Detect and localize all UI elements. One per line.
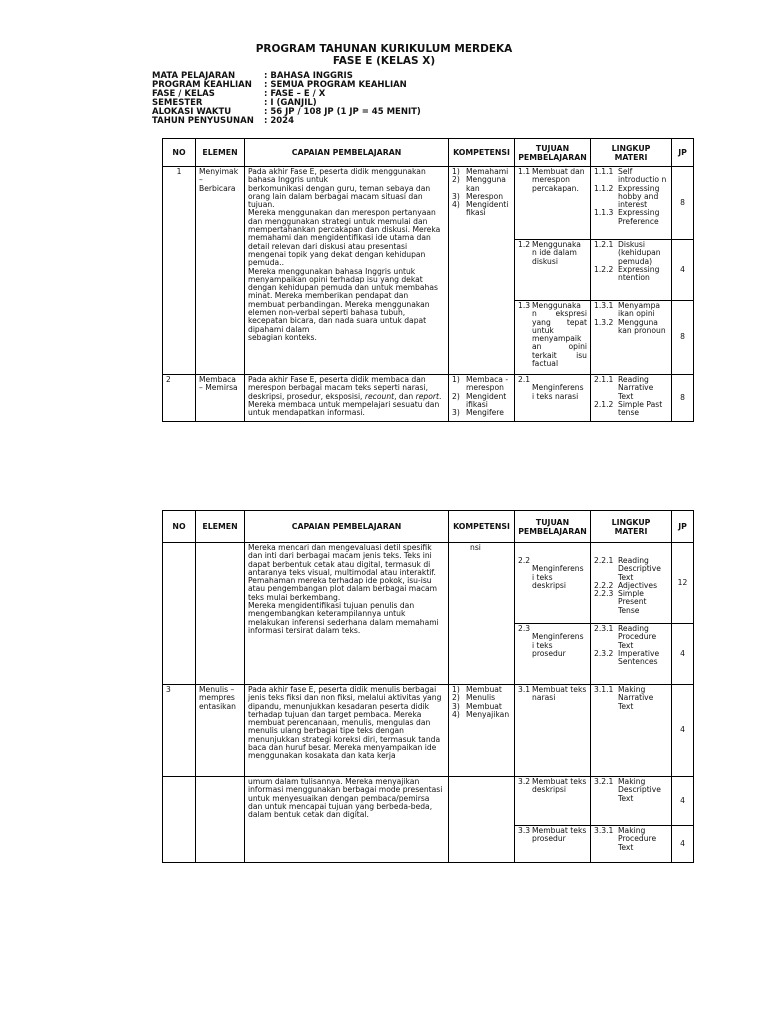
kompetensi-number: 4): [452, 709, 460, 719]
kompetensi-text: Merespon: [466, 191, 504, 201]
tujuan-text: Menginferens i teks deskripsi: [532, 564, 584, 590]
lingkup-text: Making Narrative Text: [618, 685, 654, 711]
tujuan-text: Menggunaka n ide dalam diskusi: [532, 240, 581, 266]
row-elemen: [196, 543, 245, 685]
jp-cell: 4: [672, 685, 694, 777]
tujuan-item: [518, 827, 587, 844]
capaian-text: . Mereka membaca untuk mempelajari sesuatu dan untuk mendapatkan informasi.: [248, 391, 442, 418]
jp-cell: 8: [672, 167, 694, 240]
row-kompetensi: [449, 543, 515, 685]
lingkup-text: Expressing Preference: [618, 208, 660, 226]
jp-cell: 12: [672, 543, 694, 624]
lingkup-item: [594, 557, 668, 582]
table-row: [163, 375, 694, 422]
lingkup-text: Self introductio n: [618, 167, 667, 185]
capaian-paragraph: Mereka mengidentifikasi tujuan penulis dan mengembangkan keterampilannya untuk melakukan inferensi sederhana dalam memahami informasi tersirat dalam teks.: [248, 601, 439, 635]
header-tujuan: TUJUAN PEMBELAJARAN: [515, 139, 591, 167]
lingkup-item: [594, 625, 668, 650]
meta-value: : SEMUA PROGRAM KEAHLIAN: [264, 79, 407, 90]
lingkup-number: 3.1.1: [594, 685, 614, 694]
lingkup-number: 3.2.1: [594, 777, 614, 786]
lingkup-item: [594, 185, 668, 210]
header-elemen: ELEMEN: [196, 511, 245, 543]
meta-value: : BAHASA INGGRIS: [264, 71, 353, 81]
jp-cell: 8: [672, 301, 694, 375]
capaian-italic: recount: [364, 391, 395, 401]
kompetensi-number: 1): [452, 375, 460, 384]
capaian-text: , dan: [394, 391, 416, 401]
header-jp: JP: [672, 139, 694, 167]
capaian-paragraph: Mereka mencari dan mengevaluasi detil spesifik dan inti dari berbagai macam jenis teks. Teks ini dapat berbentuk cetak atau digital, termasuk di antaranya teks visual, multimodal atau interaktif. Pemahaman mereka terhadap ide pokok, isu-isu atau pengembangan plot dalam berbagai macam teks mulai berkembang.: [248, 543, 438, 602]
kompetensi-number: 3): [452, 701, 460, 711]
tujuan-text: Menginferens i teks narasi: [532, 383, 584, 401]
lingkup-item: [594, 827, 668, 852]
header-no: NO: [163, 511, 196, 543]
row-kompetensi: [449, 167, 515, 375]
kompetensi-text: Mengidenti fikasi: [466, 200, 509, 218]
capaian-paragraph: Pada akhir Fase E, peserta didik menggunakan bahasa Inggris untuk: [248, 167, 426, 185]
lingkup-number: 1.3.1: [594, 301, 614, 310]
tujuan-cell: [515, 375, 591, 422]
meta-value: : 2024: [264, 115, 295, 126]
lingkup-cell: [591, 240, 672, 301]
lingkup-cell: [591, 826, 672, 863]
lingkup-text: Expressing hobby and interest: [618, 183, 660, 210]
tujuan-item: [518, 241, 587, 266]
kompetensi-number: 1): [452, 685, 460, 694]
tujuan-text: Membuat dan merespon percakapan.: [532, 167, 585, 193]
row-no: [163, 777, 196, 863]
kompetensi-item: [452, 409, 511, 417]
row-elemen: Membaca – Memirsa: [196, 375, 245, 422]
lingkup-item: [594, 686, 668, 711]
table-header-row: [163, 511, 694, 543]
row-capaian: [245, 167, 449, 375]
lingkup-item: [594, 401, 668, 418]
meta-key: MATA PELAJARAN: [152, 71, 236, 81]
row-capaian: [245, 543, 449, 685]
header-lingkup: LINGKUP MATERI: [591, 511, 672, 543]
lingkup-text: Making Descriptive Text: [618, 777, 661, 803]
tujuan-number: 1.3: [518, 301, 531, 310]
lingkup-text: Diskusi (kehidupan pemuda): [618, 240, 661, 266]
row-elemen: Menyimak – Berbicara: [196, 167, 245, 375]
kompetensi-item: [452, 176, 511, 193]
lingkup-item: [594, 168, 668, 185]
tujuan-cell: [515, 543, 591, 624]
lingkup-number: 2.2.2: [594, 580, 614, 590]
meta-key: TAHUN PENYUSUNAN: [152, 115, 254, 126]
tujuan-cell: [515, 301, 591, 375]
row-capaian: Pada akhir fase E, peserta didik menulis berbagai jenis teks fiksi dan non fiksi, melalui aktivitas yang dipandu, menunjukkan kesadaran peserta didik terhadap tujuan dan target pembaca. Mereka membuat perencanaan, menulis, mengulas dan menulis ulang berbagai tipe teks dengan menunjukkan strategi koreksi diri, termasuk tanda baca dan huruf besar. Mereka menyampaikan ide menggunakan kosakata dan kata kerja: [245, 685, 449, 777]
row-capaian: [245, 375, 449, 422]
lingkup-cell: [591, 624, 672, 685]
kompetensi-text: Membuat: [466, 685, 502, 694]
table-row: [163, 685, 694, 777]
kompetensi-item: [452, 376, 511, 393]
table-row: [163, 167, 694, 240]
kompetensi-text: nsi: [470, 543, 481, 552]
tujuan-item: [518, 778, 587, 795]
tujuan-cell: [515, 240, 591, 301]
jp-cell: 4: [672, 826, 694, 863]
header-kompetensi: KOMPETENSI: [449, 511, 515, 543]
tujuan-number: 1.2: [518, 240, 531, 249]
tujuan-number: 2.2: [518, 556, 531, 565]
tujuan-text: Menggunaka n ekspresi yang tepat untuk menyampaik an opini terkait isu factual: [532, 301, 587, 369]
tujuan-text: Membuat teks narasi: [532, 685, 587, 703]
header-lingkup: LINGKUP MATERI: [591, 139, 672, 167]
table-header-row: [163, 139, 694, 167]
header-jp: JP: [672, 511, 694, 543]
lingkup-number: 2.2.3: [594, 589, 614, 599]
row-no: [163, 543, 196, 685]
tujuan-number: 3.2: [518, 777, 531, 786]
lingkup-item: [594, 209, 668, 226]
lingkup-text: Simple Present Tense: [618, 589, 647, 615]
kompetensi-number: 4): [452, 200, 460, 210]
row-no: 2: [163, 375, 196, 422]
tujuan-number: 1.1: [518, 167, 531, 176]
program-table-page-1: [162, 138, 694, 422]
tujuan-number: 2.1: [518, 375, 531, 384]
meta-row: [152, 117, 421, 126]
lingkup-item: [594, 266, 668, 283]
capaian-paragraph: Mereka menggunakan bahasa Inggris untuk menyampaikan opini terhadap isu yang dekat dengan kehidupan pemuda dan untuk membahas minat. Mereka memberikan pendapat dan membuat perbandingan. Mereka menggunakan elemen non-verbal seperti bahasa tubuh, kecepatan bicara, dan nada suara untuk dapat dipahami dalam: [248, 266, 438, 334]
tujuan-cell: [515, 685, 591, 777]
tujuan-item: [518, 302, 587, 368]
tujuan-item: [518, 686, 587, 703]
lingkup-number: 1.2.2: [594, 264, 614, 274]
lingkup-text: Expressing ntention: [618, 264, 660, 283]
lingkup-cell: [591, 301, 672, 375]
lingkup-text: Simple Past tense: [618, 399, 663, 418]
header-capaian: CAPAIAN PEMBELAJARAN: [245, 511, 449, 543]
kompetensi-item: [452, 201, 511, 218]
jp-cell: 4: [672, 777, 694, 826]
row-elemen: Menulis – mempres entasikan: [196, 685, 245, 777]
lingkup-cell: [591, 777, 672, 826]
kompetensi-number: 2): [452, 391, 460, 401]
row-kompetensi: [449, 685, 515, 777]
capaian-text: Pada akhir Fase E, peserta didik membaca dan merespon berbagai macam teks seperti narasi, deskripsi, prosedur, eksposisi,: [248, 375, 429, 401]
row-kompetensi: [449, 777, 515, 863]
tujuan-number: 3.1: [518, 685, 531, 694]
header-elemen: ELEMEN: [196, 139, 245, 167]
kompetensi-item: [452, 393, 511, 410]
lingkup-item: [594, 778, 668, 803]
lingkup-text: Reading Descriptive Text: [618, 556, 661, 582]
lingkup-number: 1.3.2: [594, 317, 614, 327]
kompetensi-text: Mengguna kan: [466, 175, 506, 193]
tujuan-item: [518, 168, 587, 193]
lingkup-number: 1.1.1: [594, 167, 614, 176]
lingkup-number: 2.2.1: [594, 556, 614, 565]
capaian-paragraph: sebagian konteks.: [248, 332, 317, 342]
tujuan-cell: [515, 167, 591, 240]
kompetensi-number: 2): [452, 693, 460, 703]
meta-key: FASE / KELAS: [152, 88, 215, 99]
header-kompetensi: KOMPETENSI: [449, 139, 515, 167]
lingkup-text: Making Procedure Text: [618, 826, 657, 852]
meta-key: PROGRAM KEAHLIAN: [152, 79, 252, 90]
tujuan-text: Membuat teks deskripsi: [532, 777, 587, 795]
kompetensi-number: 1): [452, 167, 460, 176]
jp-cell: 4: [672, 240, 694, 301]
lingkup-number: 1.1.2: [594, 183, 614, 193]
lingkup-number: 2.1.1: [594, 375, 614, 384]
header-tujuan: TUJUAN PEMBELAJARAN: [515, 511, 591, 543]
lingkup-number: 2.1.2: [594, 399, 614, 409]
header-no: NO: [163, 139, 196, 167]
meta-value: : FASE – E / X: [264, 88, 326, 99]
jp-cell: 8: [672, 375, 694, 422]
lingkup-item: [594, 302, 668, 319]
table-row: [163, 777, 694, 826]
lingkup-number: 1.2.1: [594, 240, 614, 249]
tujuan-text: Membuat teks prosedur: [532, 826, 587, 844]
lingkup-text: Adjectives: [618, 580, 658, 590]
capaian-paragraph: berkomunikasi dengan guru, teman sebaya dan orang lain dalam berbagai macam situasi dan tujuan.: [248, 183, 431, 210]
tujuan-text: Menginferens i teks prosedur: [532, 632, 584, 658]
kompetensi-text: Menulis: [466, 693, 496, 703]
lingkup-text: Menyampa ikan opini: [618, 301, 661, 319]
kompetensi-number: 3): [452, 408, 460, 418]
lingkup-item: [594, 241, 668, 266]
lingkup-item: [594, 376, 668, 401]
row-no: 3: [163, 685, 196, 777]
lingkup-cell: [591, 167, 672, 240]
row-elemen: [196, 777, 245, 863]
lingkup-number: 2.3.1: [594, 624, 614, 633]
kompetensi-text: Membuat: [466, 701, 502, 711]
kompetensi-item: [452, 711, 511, 719]
kompetensi-number: 2): [452, 175, 460, 185]
tujuan-cell: [515, 777, 591, 826]
lingkup-text: Reading Narrative Text: [618, 375, 654, 401]
kompetensi-text: Memahami: [466, 167, 509, 176]
tujuan-cell: [515, 624, 591, 685]
kompetensi-text: Mengident ifikasi: [466, 391, 507, 409]
lingkup-item: [594, 319, 668, 336]
lingkup-item: [594, 590, 668, 615]
lingkup-number: 1.1.3: [594, 208, 614, 218]
tujuan-number: 3.3: [518, 826, 531, 835]
row-kompetensi: [449, 375, 515, 422]
meta-value: : I (GANJIL): [264, 97, 317, 108]
meta-block: [152, 72, 421, 125]
tujuan-cell: [515, 826, 591, 863]
lingkup-cell: [591, 543, 672, 624]
program-table-page-2: [162, 510, 694, 863]
meta-value: : 56 JP / 108 JP (1 JP = 45 MENIT): [264, 106, 421, 117]
lingkup-text: Mengguna kan pronoun: [618, 317, 666, 335]
meta-key: ALOKASI WAKTU: [152, 106, 232, 117]
kompetensi-text: Mengifere: [466, 408, 504, 418]
meta-key: SEMESTER: [152, 97, 203, 108]
jp-cell: 4: [672, 624, 694, 685]
capaian-italic: report: [415, 391, 440, 401]
capaian-paragraph: Mereka menggunakan dan merespon pertanyaan dan menggunakan strategi untuk memulai dan mempertahankan percakapan dan diskusi. Mereka memahami dan mengidentifikasi ide utama dan detail relevan dari diskusi atau presentasi mengenai topik yang dekat dengan kehidupan pemuda..: [248, 208, 441, 268]
kompetensi-number: 3): [452, 191, 460, 201]
document-title: PROGRAM TAHUNAN KURIKULUM MERDEKA: [255, 43, 513, 55]
table-row: [163, 543, 694, 624]
lingkup-text: Reading Procedure Text: [618, 624, 657, 650]
kompetensi-text: Membaca - merespon: [466, 375, 509, 393]
lingkup-item: [594, 650, 668, 667]
kompetensi-text: Menyajikan: [466, 709, 510, 719]
lingkup-number: 2.3.2: [594, 648, 614, 658]
row-capaian: umum dalam tulisannya. Mereka menyajikan informasi menggunakan berbagai mode presentasi untuk menyesuaikan dengan pembaca/pemirsa dan untuk mencapai tujuan yang berbeda-beda, dalam bentuk cetak dan digital.: [245, 777, 449, 863]
lingkup-cell: [591, 685, 672, 777]
header-capaian: CAPAIAN PEMBELAJARAN: [245, 139, 449, 167]
lingkup-cell: [591, 375, 672, 422]
lingkup-text: Imperative Sentences: [618, 648, 660, 667]
row-no: 1: [163, 167, 196, 375]
document-subtitle: FASE E (KELAS X): [332, 55, 436, 67]
tujuan-number: 2.3: [518, 624, 531, 633]
lingkup-number: 3.3.1: [594, 826, 614, 835]
